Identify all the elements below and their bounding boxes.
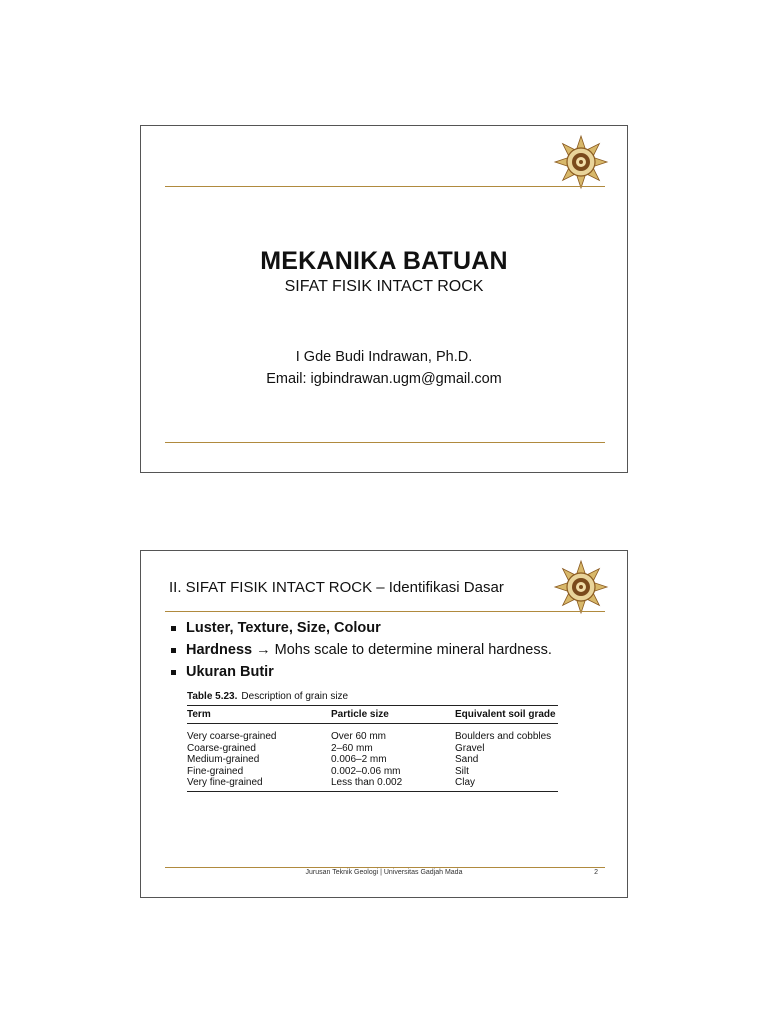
caption-text: Description of grain size bbox=[241, 691, 349, 702]
page-number: 2 bbox=[594, 869, 598, 876]
cell-term: Medium-grained bbox=[187, 754, 260, 765]
footer-divider bbox=[165, 442, 605, 443]
header-divider bbox=[165, 186, 605, 187]
slide-title: II. SIFAT FISIK INTACT ROCK – Identifikasi Dasar bbox=[169, 579, 504, 596]
table-row bbox=[187, 724, 558, 743]
cell-soil-grade: Sand bbox=[455, 754, 479, 765]
university-emblem-icon bbox=[553, 134, 609, 190]
bullet-square-icon bbox=[171, 626, 176, 631]
table-caption bbox=[187, 691, 558, 702]
content-slide bbox=[140, 550, 628, 898]
table-row bbox=[187, 743, 558, 755]
header-term: Term bbox=[187, 706, 331, 724]
header-divider bbox=[165, 611, 605, 612]
footer-divider bbox=[165, 867, 605, 868]
bullet-list bbox=[169, 617, 552, 683]
cell-term: Very coarse-grained bbox=[187, 731, 277, 742]
cell-particle-size: Less than 0.002 bbox=[331, 777, 455, 791]
title-slide bbox=[140, 125, 628, 473]
slide-footer: Jurusan Teknik Geologi | Universitas Gadjah Mada bbox=[305, 869, 463, 876]
cell-soil-grade: Gravel bbox=[455, 742, 485, 754]
cell-particle-size: 2–60 mm bbox=[331, 742, 373, 754]
cell-term: Very fine-grained bbox=[187, 777, 331, 791]
list-item bbox=[169, 639, 552, 661]
caption-label: Table 5.23. bbox=[187, 691, 238, 702]
list-item bbox=[169, 617, 552, 639]
list-item bbox=[169, 661, 552, 683]
cell-soil-grade: Clay bbox=[455, 777, 558, 791]
bullet-text: Ukuran Butir bbox=[186, 664, 274, 680]
cell-soil-grade: Silt bbox=[455, 765, 469, 777]
arrow-right-icon: → bbox=[252, 642, 275, 658]
cell-soil-grade: Boulders and cobbles bbox=[455, 731, 552, 742]
bullet-text: Luster, Texture, Size, Colour bbox=[186, 620, 381, 636]
bullet-square-icon bbox=[171, 648, 176, 653]
table-row bbox=[187, 754, 558, 766]
table-row bbox=[187, 766, 558, 778]
header-soil-grade: Equivalent soil grade bbox=[455, 706, 558, 724]
cell-particle-size: 0.002–0.06 mm bbox=[331, 765, 401, 777]
header-particle-size: Particle size bbox=[331, 706, 455, 724]
presentation-title: MEKANIKA BATUAN bbox=[260, 247, 508, 275]
table-row bbox=[187, 777, 558, 791]
presentation-subtitle: SIFAT FISIK INTACT ROCK bbox=[284, 278, 484, 295]
cell-particle-size: 0.006–2 mm bbox=[331, 754, 387, 765]
cell-term: Fine-grained bbox=[187, 765, 244, 777]
bullet-square-icon bbox=[171, 670, 176, 675]
author-name: I Gde Budi Indrawan, Ph.D. bbox=[295, 349, 473, 365]
bullet-text: Hardness bbox=[186, 642, 253, 658]
bullet-description: Mohs scale to determine mineral hardness. bbox=[274, 642, 552, 658]
university-emblem-icon bbox=[553, 559, 609, 615]
author-email: Email: igbindrawan.ugm@gmail.com bbox=[266, 371, 502, 387]
cell-particle-size: Over 60 mm bbox=[331, 731, 387, 742]
grain-size-table bbox=[187, 691, 558, 792]
cell-term: Coarse-grained bbox=[187, 742, 256, 754]
